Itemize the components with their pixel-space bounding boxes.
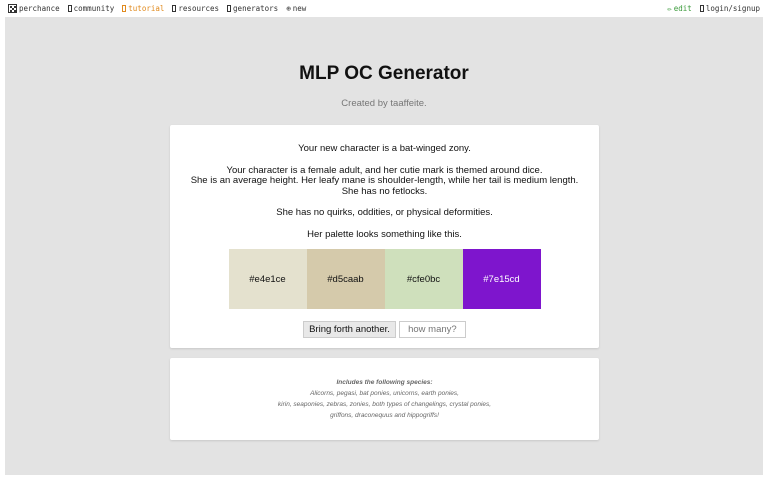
- palette-swatch: [385, 249, 463, 309]
- species-heading: Includes the following species:: [336, 379, 433, 386]
- nav-label: community: [73, 4, 115, 13]
- nav-new[interactable]: [286, 4, 306, 13]
- community-icon: [68, 5, 72, 12]
- resources-icon: [172, 5, 176, 12]
- swatch-hex: #7e15cd: [483, 273, 520, 285]
- result-line: Your character is a female adult, and her cutie mark is themed around dice.: [226, 164, 543, 176]
- result-line: She has no quirks, oddities, or physical deformities.: [276, 207, 493, 218]
- nav-label: perchance: [19, 4, 60, 13]
- swatch-hex: #cfe0bc: [406, 273, 441, 285]
- palette-swatch: [229, 249, 307, 309]
- palette: [229, 249, 541, 309]
- species-line: Alicorns, pegasi, bat ponies, unicorns, earth ponies,: [310, 390, 459, 397]
- palette-swatch: [463, 249, 541, 309]
- user-icon: [700, 5, 704, 12]
- nav-edit[interactable]: [667, 4, 692, 13]
- top-nav: [0, 0, 768, 17]
- count-input[interactable]: [399, 321, 466, 338]
- species-card: [170, 358, 599, 440]
- dice-icon: [8, 4, 17, 13]
- generator-output: [5, 17, 763, 475]
- result-line: She is an average height. Her leafy mane is shoulder-length, while her tail is medium length.: [190, 175, 579, 186]
- species-line: kirin, seaponies, zebras, zonies, both types of changelings, crystal ponies,: [277, 401, 492, 408]
- generate-button[interactable]: Bring forth another.: [303, 321, 396, 338]
- generators-icon: [227, 5, 231, 12]
- result-line: She has no fetlocks.: [341, 185, 428, 197]
- nav-tutorial[interactable]: [122, 4, 164, 13]
- nav-login[interactable]: [700, 4, 760, 13]
- result-line: Your new character is a bat-winged zony.: [298, 143, 471, 154]
- plus-circle-icon: ⊕: [286, 4, 291, 13]
- nav-label: resources: [178, 4, 220, 13]
- result-card: [170, 125, 599, 348]
- nav-label: new: [292, 4, 307, 13]
- nav-community[interactable]: [68, 4, 115, 13]
- species-line: griffons, draconequus and hippogriffs!: [330, 412, 439, 419]
- nav-label: login/signup: [705, 4, 760, 13]
- nav-label: edit: [673, 4, 692, 13]
- swatch-hex: #e4e1ce: [249, 273, 286, 285]
- swatch-hex: #d5caab: [327, 273, 364, 285]
- palette-swatch: [307, 249, 385, 309]
- result-line: Her palette looks something like this.: [307, 228, 462, 240]
- nav-label: generators: [233, 4, 279, 13]
- pencil-icon: ✏: [667, 4, 672, 13]
- credit: Created by taaffeite.: [341, 98, 427, 109]
- nav-resources[interactable]: [172, 4, 219, 13]
- nav-perchance[interactable]: [8, 4, 60, 13]
- page-title: MLP OC Generator: [299, 63, 469, 84]
- nav-label: tutorial: [128, 4, 165, 13]
- nav-generators[interactable]: [227, 4, 278, 13]
- tutorial-icon: [122, 5, 126, 12]
